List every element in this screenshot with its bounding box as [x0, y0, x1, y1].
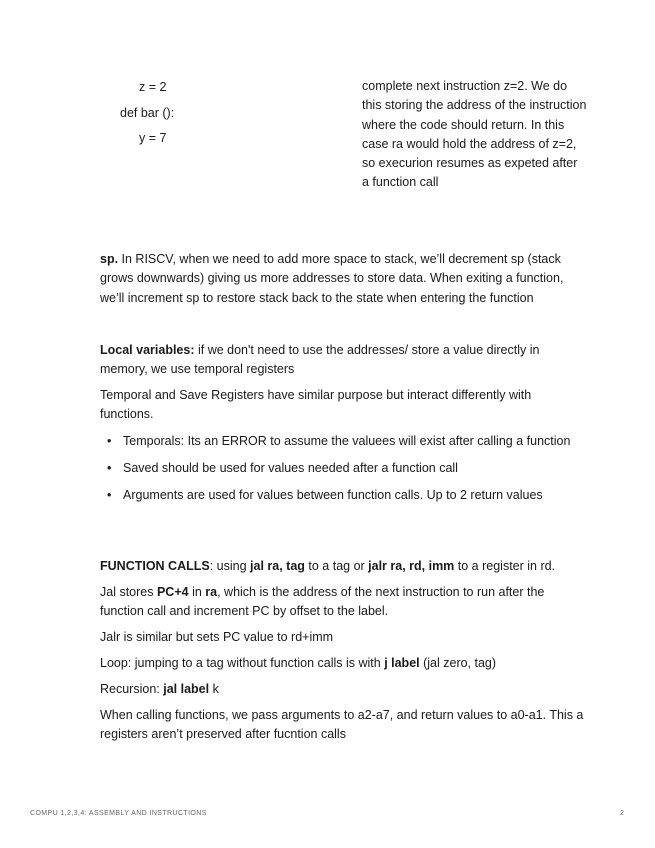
recursion-jal-label: jal label — [163, 682, 210, 696]
code-line-z: z = 2 — [139, 80, 167, 94]
function-calls-text: to a register in rd. — [454, 559, 556, 573]
temporal-intro: Temporal and Save Registers have similar purpose but interact differently with functions. — [100, 388, 532, 422]
recursion-paragraph — [100, 680, 585, 699]
list-item: • Saved should be used for values needed after a function call — [104, 459, 574, 478]
jal-stores-ra: ra — [205, 585, 218, 599]
sp-text: In RISCV, when we need to add more space to stack, we’ll decrement sp (stack grows downwards) giving us more addresses to store data. When exiting a function, we’ll increment sp to restore stack back to the state when entering the function — [100, 252, 564, 305]
jal-stores-paragraph — [100, 583, 585, 622]
register-bullet-list — [104, 432, 574, 512]
code-line-def: def bar (): — [120, 106, 175, 120]
recursion-text: Recursion: — [100, 682, 164, 696]
local-variables-term: Local variables: — [100, 343, 195, 357]
local-variables-text: if we don't need to use the addresses/ store a value directly in memory, we use temporal registers — [100, 343, 540, 377]
sp-paragraph — [100, 250, 585, 308]
footer-title: COMPU 1,2,3,4: ASSEMBLY AND INSTRUCTIONS — [30, 810, 207, 817]
local-variables-paragraph — [100, 341, 585, 380]
jal-stores-text: Jal stores — [100, 585, 157, 599]
loop-paragraph — [100, 654, 585, 673]
jal-stores-pc: PC+4 — [156, 585, 189, 599]
jal-stores-text: , which is the address of the next instruction to run after the function call and increment PC by offset to the label. — [100, 585, 545, 619]
jal-stores-text: in — [188, 585, 206, 599]
function-calls-jal: jal ra, tag — [250, 559, 305, 573]
loop-text: (jal zero, tag) — [419, 656, 497, 670]
side-note: complete next instruction z=2. We do this storing the address of the instruction where the code should return. In this case ra would hold the address of z=2, so execurion resumes as expeted after a function call — [362, 79, 587, 190]
code-line-y: y = 7 — [139, 131, 167, 145]
function-calls-paragraph — [100, 557, 585, 576]
jalr-paragraph: Jalr is similar but sets PC value to rd+imm — [100, 630, 334, 644]
page-number: 2 — [620, 810, 624, 817]
function-calls-text: to a tag or — [304, 559, 369, 573]
loop-text: Loop: jumping to a tag without function calls is with — [100, 656, 385, 670]
list-item: • Arguments are used for values between function calls. Up to 2 return values — [104, 486, 574, 505]
sp-term: sp. — [100, 252, 119, 266]
loop-j-label: j label — [384, 656, 420, 670]
function-calls-text: : using — [209, 559, 251, 573]
list-item: • Temporals: Its an ERROR to assume the valuees will exist after calling a function — [104, 432, 574, 451]
recursion-text: k — [209, 682, 219, 696]
calling-functions-paragraph: When calling functions, we pass arguments to a2-a7, and return values to a0-a1. This a registers aren’t preserved after fucntion calls — [100, 708, 584, 742]
function-calls-jalr: jalr ra, rd, imm — [368, 559, 455, 573]
function-calls-heading: FUNCTION CALLS — [100, 559, 210, 573]
